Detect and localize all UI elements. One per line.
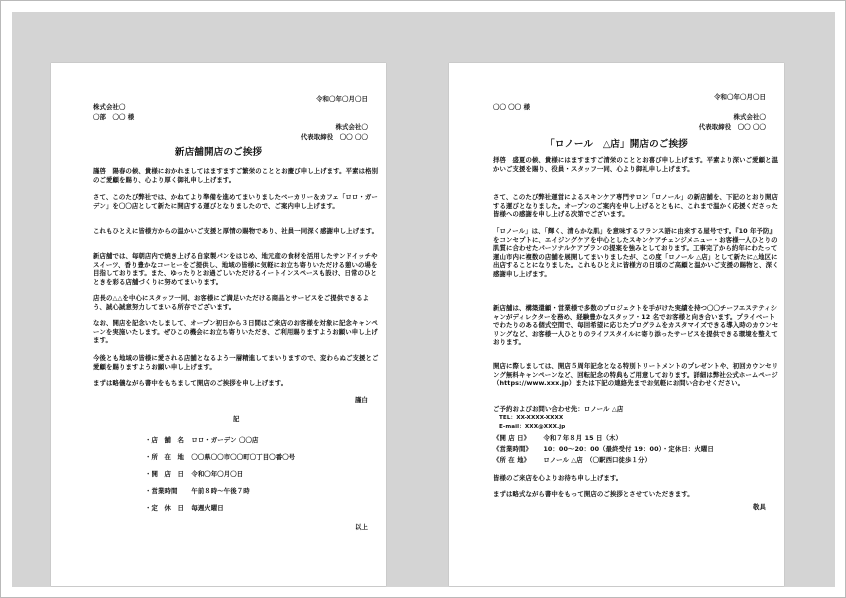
left-note-row [145, 504, 224, 513]
left-sender-rep: 代表取締役 〇〇 〇〇 [300, 133, 368, 141]
note-label: ・営業時間 [145, 487, 178, 495]
detail-value: 10：00～20：00（最終受付 19：00）・定休日：火曜日 [543, 445, 714, 453]
left-page [51, 63, 386, 586]
right-paragraph: 拝啓 盛夏の候、貴様にはますますご清栄のこととお喜び申し上げます。平素より深いご愛顧と温かいご支援を賜り、役員・スタッフ一同、心より御礼申し上げます。 [493, 156, 779, 173]
left-note-row [145, 436, 258, 445]
left-paragraph: さて、このたび弊社では、かねてより準備を進めてまいりましたベーカリー＆カフェ「ロロ・ガーデン」を〇〇店として新たに開店する運びとなりましたので、ご案内申し上げます。 [93, 193, 378, 210]
detail-label: 《営業時間》 [493, 445, 532, 453]
left-date: 令和〇年〇月〇日 [316, 95, 368, 103]
note-value: ロロ・ガーデン 〇〇店 [191, 436, 259, 444]
right-paragraph: 開店に際しましては、開店５周年記念となる特別トリートメントのプレゼントや、初回カウンセリング無料キャンペーンなど、回転記念の特典もご用意しております。詳細は弊社公式ホームページ（https://www.xxx.jp）または下記の連絡先までお気軽にお問い合わせください。 [493, 362, 779, 388]
left-sender-company: 株式会社〇 [335, 123, 368, 131]
left-closing: 謹白 [355, 396, 368, 404]
right-contact-tel: TEL：XX-XXXX-XXXX [499, 415, 564, 421]
note-value: 〇〇県〇〇市〇〇町〇丁目〇番〇号 [191, 453, 296, 461]
left-paragraph: 新店舗では、毎朝店内で焼き上げる自家製パンをはじめ、地元産の食材を活用したサンドイッチやスイーツ、香り豊かなコーヒーをご提供し、地域の皆様に気軽にお立ち寄りいただける憩いの場を目指しております。また、ゆったりとお過ごしいただけるイートインスペースも設け、日常のひとときを彩る店舗づくりに努めてまいります。 [93, 252, 378, 286]
note-value: 令和〇年〇月〇日 [191, 470, 244, 478]
detail-value: 令和７年８月 15 日（木） [543, 434, 622, 442]
left-paragraph: 店長の△△を中心にスタッフ一同、お客様にご満足いただける商品とサービスをご提供できるよう、誠心誠意努力してまいる所存でございます。 [93, 294, 370, 311]
left-recipient-company: 株式会社〇 [93, 103, 126, 111]
right-closing: 敬具 [753, 503, 766, 511]
right-detail-row [493, 445, 714, 454]
detail-value: ロノール △店 （〇駅西口徒歩１分） [543, 456, 651, 464]
left-title: 新店舗開店のご挨拶 [174, 147, 263, 158]
right-contact-email: E-mail：XXX@XXX.jp [499, 424, 566, 430]
left-end: 以上 [355, 523, 368, 531]
note-value: 午前８時～午後７時 [191, 487, 250, 495]
document-canvas [12, 12, 835, 587]
left-note-row [145, 453, 295, 462]
right-sender-company: 株式会社〇 [733, 113, 766, 121]
right-title: 「ロノール △店」開店のご挨拶 [545, 139, 688, 150]
right-page [449, 63, 784, 586]
right-recipient: 〇〇 〇〇 様 [493, 103, 531, 111]
left-paragraph: これもひとえに皆様方からの温かいご支援と厚情の賜物であり、社員一同深く感謝申し上げます。 [93, 227, 379, 235]
right-paragraph: さて、このたび弊社運営によるスキンケア専門サロン「ロノール」の新店舗を、下記のとおり開店する運びとなりました。オープンのご案内を申し上げるとともに、これまで温かく応援くださった皆様への感謝を申し上げる次第でございます。 [493, 193, 779, 219]
right-paragraph: 「ロノール」は、「輝く、清らかな肌」を意味するフランス語に由来する屋号です。『10 年予防』をコンセプトに、エイジングケアを中心としたスキンケアチェンジメニュー・お客様一人ひとりの肌質に合わせたパーソナルケアプランの提案を強みとしております。工事完了から約年にわたって運山市内に複数の店舗を展開してまいりましたが、この度「ロノール △店」として新たに△地区に出店することになりました。これもひとえに皆様方の日頃のご高顧と温かいご支援の賜物と、深く感謝申し上げます。 [493, 227, 779, 278]
note-label: ・開 店 日 [145, 470, 184, 478]
left-note-row [145, 470, 243, 479]
note-value: 毎週火曜日 [191, 504, 224, 512]
left-paragraph: まずは略儀ながら書中をもちまして開店のご挨拶を申し上げます。 [93, 379, 288, 387]
right-detail-row [493, 456, 651, 465]
detail-label: 《所 在 地》 [493, 456, 531, 464]
detail-label: 《開 店 日》 [493, 434, 531, 442]
left-paragraph: 謹啓 陽春の候、貴様におかれましてはますますご繁栄のこととお慶び申し上げます。平素は格別のご愛顧を賜り、心より厚く御礼申し上げます。 [93, 167, 379, 184]
left-paragraph: なお、開店を記念いたしまして、オープン初日から３日間はご来店のお客様を対象に記念キャンペーンを実施いたします。ぜひこの機会にお立ち寄りいただき、ご利用賜りますようお願い申し上げます。 [93, 319, 378, 345]
right-detail-row [493, 434, 622, 443]
right-sender-rep: 代表取締役 〇〇 〇〇 [698, 123, 766, 131]
right-closing-line: 皆様のご来店を心よりお待ち申し上げます。 [493, 474, 623, 482]
right-paragraph: 新店舗は、構築還顧・営業様で多数のプロジェクトを手がけた実績を持つ〇〇チーフエステティシャンがディレクターを務め、経験豊かなスタッフ・12 名でお客様と向き合います。プライベートでわたりのある個式空間で、毎回希望に応じたプログラムをカスタマイズできる導入時のカウンセリングなど、お客様一人ひとりのライフスタイルに寄り添ったサービスを提供できる環境を整えております。 [493, 304, 779, 347]
left-recipient-name: 〇部 〇〇 様 [93, 113, 135, 121]
note-label: ・店 舗 名 [145, 436, 184, 444]
left-note-row [145, 487, 250, 496]
note-label: ・所 在 地 [145, 453, 184, 461]
left-paragraph: 今後とも地域の皆様に愛される店舗となるよう一層精進してまいりますので、変わらぬご支援とご愛顧を賜りますようお願い申し上げます。 [93, 354, 379, 371]
right-closing-line: まずは略式ながら書中をもって開店のご挨拶とさせていただきます。 [493, 490, 694, 498]
right-date: 令和〇年〇月〇日 [714, 93, 766, 101]
right-contact-heading: ご予約およびお問い合わせ先：ロノール △店 [493, 405, 624, 413]
note-label: ・定 休 日 [145, 504, 184, 512]
left-ki: 記 [233, 415, 240, 423]
